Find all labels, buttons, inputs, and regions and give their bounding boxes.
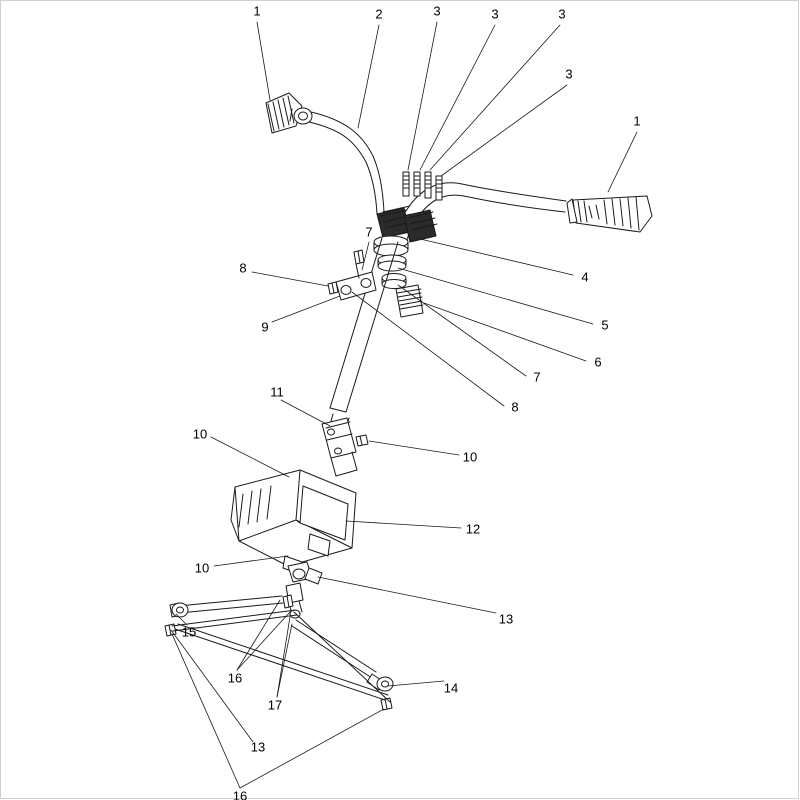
callout-17: 17: [267, 697, 283, 713]
callout-11: 11: [270, 384, 284, 400]
callout-13: 13: [250, 739, 266, 755]
column-bearing-stack: [374, 236, 408, 289]
tie-rod-right: [292, 620, 393, 710]
steering-linkage-frame: [172, 610, 390, 702]
callout-3: 3: [558, 6, 566, 22]
callout-1: 1: [633, 113, 641, 129]
callout-3: 3: [433, 3, 441, 19]
handlebar-clamp-screws: [403, 172, 442, 200]
callout-8: 8: [511, 399, 519, 415]
right-handlebar-grip: [567, 196, 652, 232]
callout-16: 16: [232, 788, 248, 800]
pitman-arm: [286, 562, 322, 618]
callout-14: 14: [443, 680, 459, 696]
callout-16: 16: [227, 670, 243, 686]
callout-8: 8: [239, 260, 247, 276]
callout-3: 3: [491, 6, 499, 22]
callout-10: 10: [192, 426, 208, 442]
column-spring-bushing: [396, 285, 423, 317]
callout-12: 12: [465, 521, 481, 537]
callout-1: 1: [253, 3, 261, 19]
callout-9: 9: [261, 319, 269, 335]
callout-7: 7: [365, 224, 373, 240]
handlebar-left-tube: [309, 112, 384, 214]
steering-gearbox: [231, 470, 356, 574]
callout-10: 10: [194, 560, 210, 576]
callout-3: 3: [565, 66, 573, 82]
callout-6: 6: [594, 354, 602, 370]
callout-4: 4: [581, 269, 589, 285]
callout-7: 7: [533, 369, 541, 385]
callout-13: 13: [498, 611, 514, 627]
callout-2: 2: [375, 6, 383, 22]
callout-10: 10: [462, 449, 478, 465]
callout-5: 5: [601, 317, 609, 333]
callout-15: 15: [181, 624, 197, 640]
left-handlebar-grip: [266, 93, 312, 133]
